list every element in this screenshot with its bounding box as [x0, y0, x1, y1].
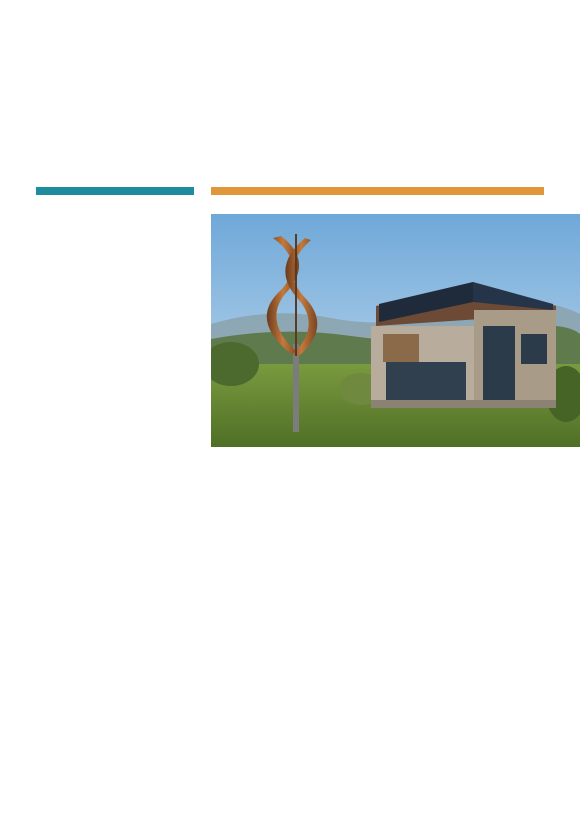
divider-blue: [36, 187, 194, 195]
wind-turbine-house-image: [211, 214, 580, 447]
divider-orange: [211, 187, 544, 195]
article-photo: [211, 214, 580, 447]
